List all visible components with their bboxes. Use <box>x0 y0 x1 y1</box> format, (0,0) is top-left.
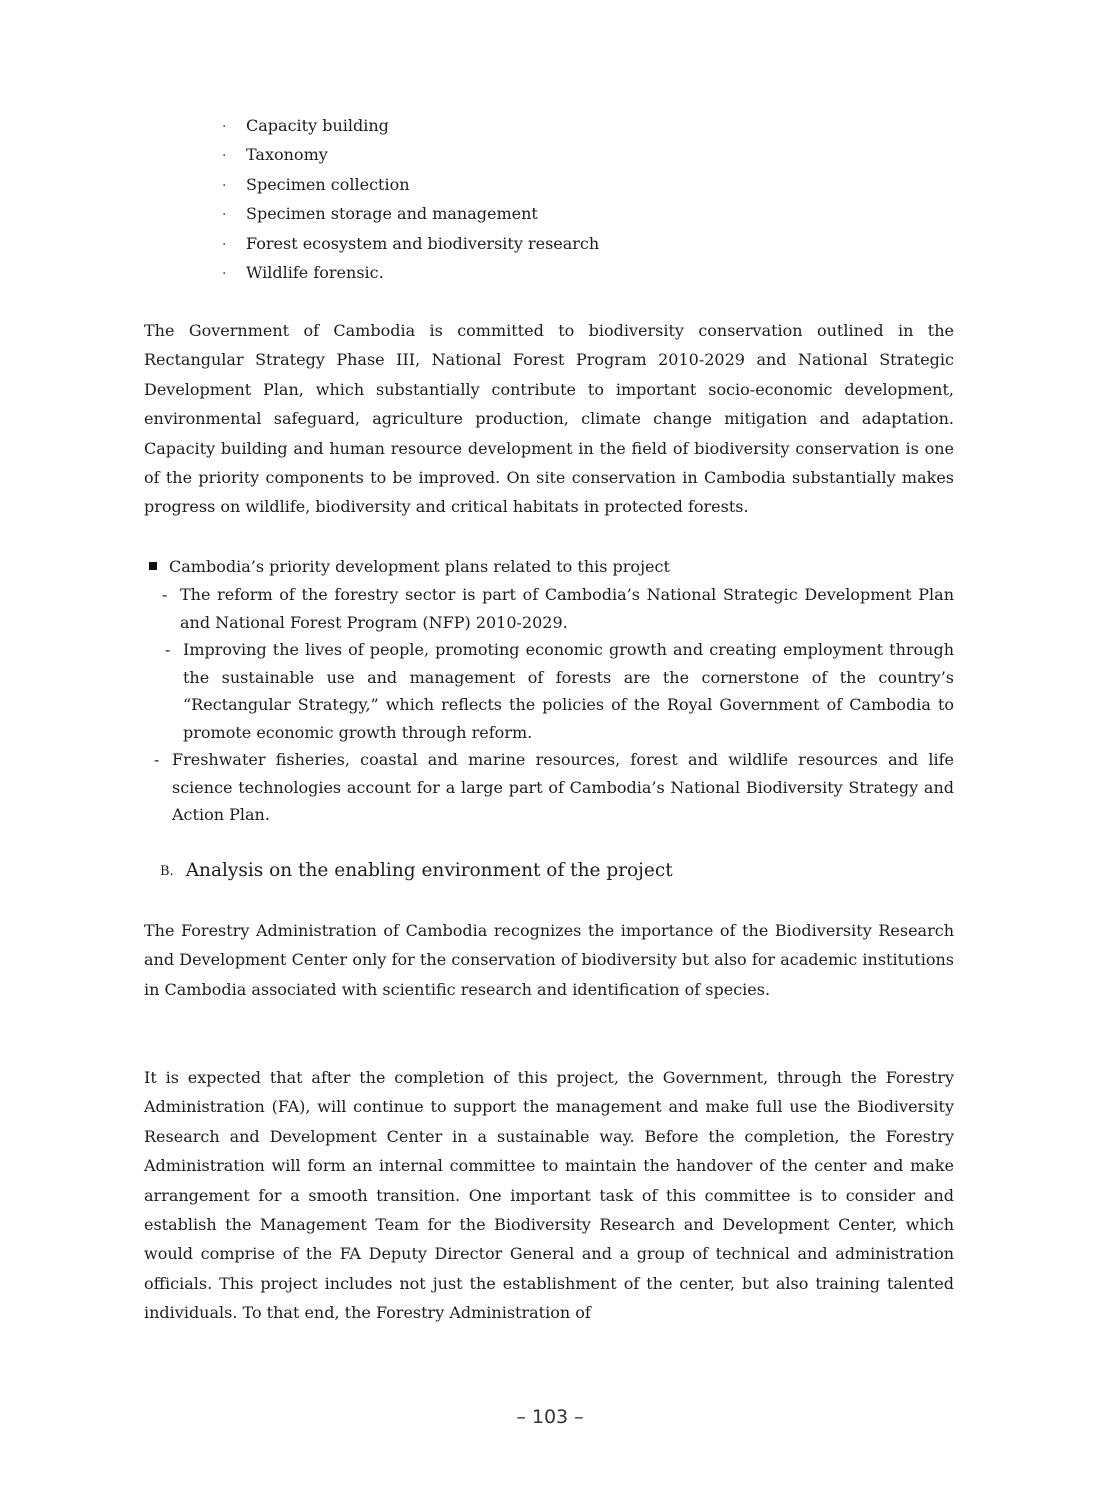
priority-plans-heading <box>149 553 670 580</box>
bullet-marker: · <box>222 148 227 165</box>
expectation-paragraph: It is expected that after the completion of this project, the Government, through the Forestry Administration (FA), will continue to support the management and make full use the Biodiversity Research and Development Center in a sustainable way. Before the completion, the Forestry Administration will form an internal committee to maintain the handover of the center and make arrangement for a smooth transition. One important task of this committee is to consider and establish the Management Team for the Biodiversity Research and Development Center, which would comprise of the FA Deputy Director General and a group of technical and administration officials. This project includes not just the establishment of the center, but also training talented individuals. To that end, the Forestry Administration of <box>144 1068 954 1323</box>
section-title: Analysis on the enabling environment of the project <box>185 860 673 881</box>
list-item <box>222 140 599 169</box>
priority-item-text: Freshwater fisheries, coastal and marine resources, forest and wildlife resources and life science technologies account for a large part of Cambodia’s National Biodiversity Strategy and Action Plan. <box>172 750 954 824</box>
square-bullet-icon <box>149 562 157 570</box>
bullet-marker: · <box>222 119 227 135</box>
bullet-marker: · <box>222 265 227 282</box>
list-item <box>222 258 599 287</box>
bullet-marker: · <box>222 177 227 194</box>
dash-marker: - <box>162 585 168 604</box>
dash-marker: - <box>165 640 171 659</box>
list-item-text: Wildlife forensic. <box>246 262 384 282</box>
priority-plans-heading-text: Cambodia’s priority development plans related to this project <box>169 557 670 576</box>
list-item-text: Capacity building <box>246 116 389 135</box>
focus-area-list <box>222 111 599 287</box>
bullet-marker: · <box>222 236 227 253</box>
priority-item <box>165 636 954 746</box>
list-item-text: Forest ecosystem and biodiversity research <box>246 233 600 253</box>
priority-item-text: The reform of the forestry sector is part of Cambodia’s National Strategic Development Plan and National Forest Program (NFP) 2010-2029. <box>180 585 954 632</box>
list-item-text: Specimen collection <box>246 174 410 194</box>
priority-item-text: Improving the lives of people, promoting economic growth and creating employment through the sustainable use and management of forests are the cornerstone of the country’s “Rectangular Strategy,” which reflects the policies of the Royal Government of Cambodia to promote economic growth through reform. <box>183 640 954 742</box>
list-item <box>222 229 599 258</box>
section-heading <box>160 860 673 881</box>
section-letter: B. <box>160 864 174 879</box>
bullet-marker: · <box>222 207 227 224</box>
list-item <box>222 170 599 199</box>
page-number: – 103 – <box>516 1406 584 1428</box>
government-commitment-paragraph: The Government of Cambodia is committed to biodiversity conservation outlined in the Rectangular Strategy Phase III, National Forest Program 2010-2029 and National Strategic Development Plan, which substantially contribute to important socio-economic development, environmental safeguard, agriculture production, climate change mitigation and adaptation. Capacity building and human resource development in the field of biodiversity conservation is one of the priority components to be improved. On site conservation in Cambodia substantially makes progress on wildlife, biodiversity and critical habitats in protected forests. <box>144 321 954 517</box>
list-item-text: Specimen storage and management <box>246 204 538 224</box>
dash-marker: - <box>154 750 160 769</box>
list-item <box>222 111 599 140</box>
priority-item <box>154 746 954 829</box>
list-item <box>222 199 599 228</box>
list-item-text: Taxonomy <box>246 145 328 165</box>
priority-item <box>162 581 954 636</box>
forestry-admin-paragraph: The Forestry Administration of Cambodia recognizes the importance of the Biodiversity Research and Development Center only for the conservation of biodiversity but also for academic institutions in Cambodia associated with scientific research and identification of species. <box>144 921 954 999</box>
